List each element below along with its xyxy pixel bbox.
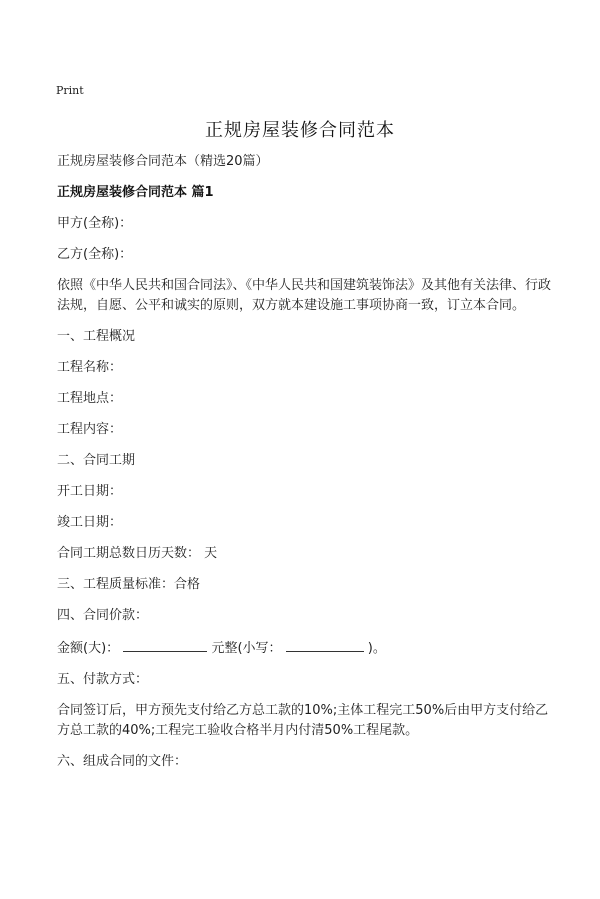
- amount-line: [57, 637, 557, 659]
- project-name-line: 工程名称：: [57, 360, 123, 375]
- section-1-heading: 一、工程概况: [57, 329, 136, 344]
- print-link[interactable]: Print: [56, 84, 84, 97]
- project-location-line: 工程地点：: [57, 391, 123, 406]
- section-6-heading: 六、组成合同的文件：: [57, 754, 188, 769]
- document-title: 正规房屋装修合同范本: [205, 120, 395, 141]
- document-subtitle: 正规房屋装修合同范本（精选20篇）: [57, 154, 269, 169]
- section-3-quality: 三、工程质量标准：合格: [57, 577, 201, 592]
- payment-paragraph: 合同签订后，甲方预先支付给乙方总工款的10%;主体工程完工50%后由甲方支付给乙方总工款的40%;工程完工验收合格半月内付清50%工程尾款。: [57, 703, 549, 738]
- amount-prefix: 金额(大)：: [57, 641, 120, 656]
- intro-paragraph: 依照《中华人民共和国合同法》、《中华人民共和国建筑装饰法》及其他有关法律、行政法规，自愿、公平和诚实的原则，双方就本建设施工事项协商一致，订立本合同。: [57, 278, 552, 313]
- total-days-line: 合同工期总数日历天数： 天: [57, 546, 218, 561]
- section-5-heading: 五、付款方式：: [57, 672, 149, 687]
- project-content-line: 工程内容：: [57, 422, 123, 437]
- start-date-line: 开工日期：: [57, 484, 123, 499]
- completion-date-line: 竣工日期：: [57, 515, 123, 530]
- party-b-line: 乙方(全称)：: [57, 247, 133, 262]
- amount-mid: 元整(小写：: [211, 641, 282, 656]
- amount-suffix: )。: [367, 641, 386, 656]
- section-2-heading: 二、合同工期: [57, 453, 136, 468]
- section-title: 正规房屋装修合同范本 篇1: [57, 185, 214, 200]
- amount-lower-blank: [286, 637, 364, 652]
- section-4-heading: 四、合同价款：: [57, 608, 149, 623]
- document-body: [57, 152, 557, 772]
- amount-upper-blank: [123, 637, 207, 652]
- party-a-line: 甲方(全称)：: [57, 216, 133, 231]
